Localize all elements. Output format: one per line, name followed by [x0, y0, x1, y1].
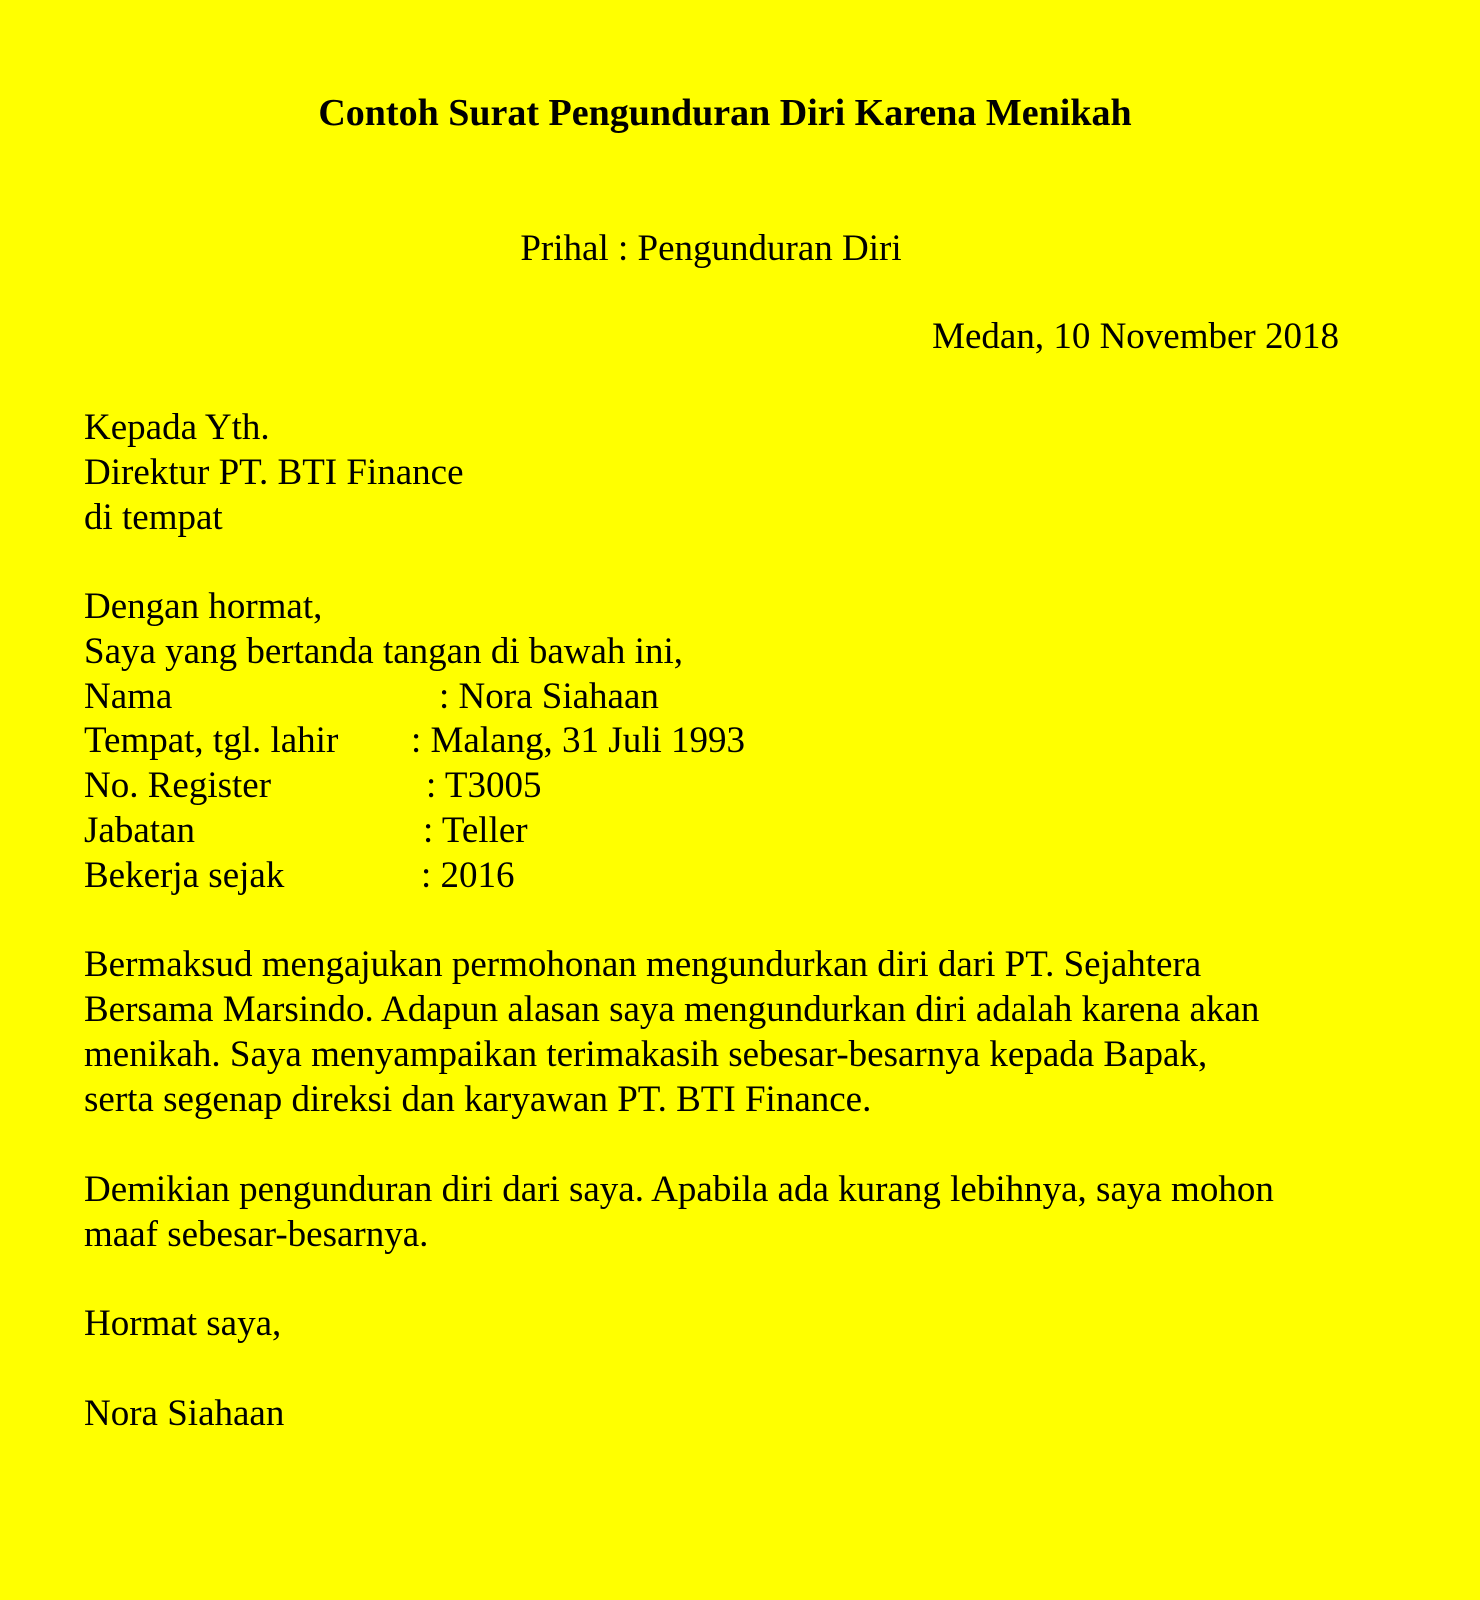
document-title: Contoh Surat Pengunduran Diri Karena Menikah	[318, 92, 1132, 134]
intro-line: Saya yang bertanda tangan di bawah ini,	[84, 631, 683, 672]
recipient-line-2: Direktur PT. BTI Finance	[84, 452, 464, 493]
field-value-name: : Nora Siahaan	[439, 676, 659, 717]
closing: Hormat saya,	[84, 1303, 282, 1344]
recipient-line-3: di tempat	[84, 497, 223, 538]
greeting: Dengan hormat,	[84, 586, 323, 627]
field-label-register: No. Register	[84, 765, 272, 806]
paragraph-1-line-3: menikah. Saya menyampaikan terimakasih sebesar-besarnya kepada Bapak,	[84, 1034, 1208, 1075]
paragraph-1-line-4: serta segenap direksi dan karyawan PT. BTI Finance.	[84, 1079, 872, 1120]
letter-date: Medan, 10 November 2018	[932, 316, 1339, 357]
field-label-position: Jabatan	[84, 810, 195, 851]
field-value-register: : T3005	[426, 765, 542, 806]
paragraph-2-line-2: maaf sebesar-besarnya.	[84, 1214, 429, 1255]
field-label-name: Nama	[84, 676, 173, 717]
field-value-position: : Teller	[423, 810, 528, 851]
field-label-since: Bekerja sejak	[84, 855, 285, 896]
recipient-line-1: Kepada Yth.	[84, 407, 270, 448]
field-value-birth: : Malang, 31 Juli 1993	[411, 720, 746, 761]
field-label-birth: Tempat, tgl. lahir	[84, 720, 339, 761]
paragraph-1-line-1: Bermaksud mengajukan permohonan mengundurkan diri dari PT. Sejahtera	[84, 944, 1202, 985]
field-value-since: : 2016	[421, 855, 515, 896]
paragraph-2-line-1: Demikian pengunduran diri dari saya. Apabila ada kurang lebihnya, saya mohon	[84, 1169, 1274, 1210]
paragraph-1-line-2: Bersama Marsindo. Adapun alasan saya mengundurkan diri adalah karena akan	[84, 989, 1260, 1030]
letter-subject: Prihal : Pengunduran Diri	[520, 228, 902, 269]
signature-name: Nora Siahaan	[84, 1393, 285, 1434]
